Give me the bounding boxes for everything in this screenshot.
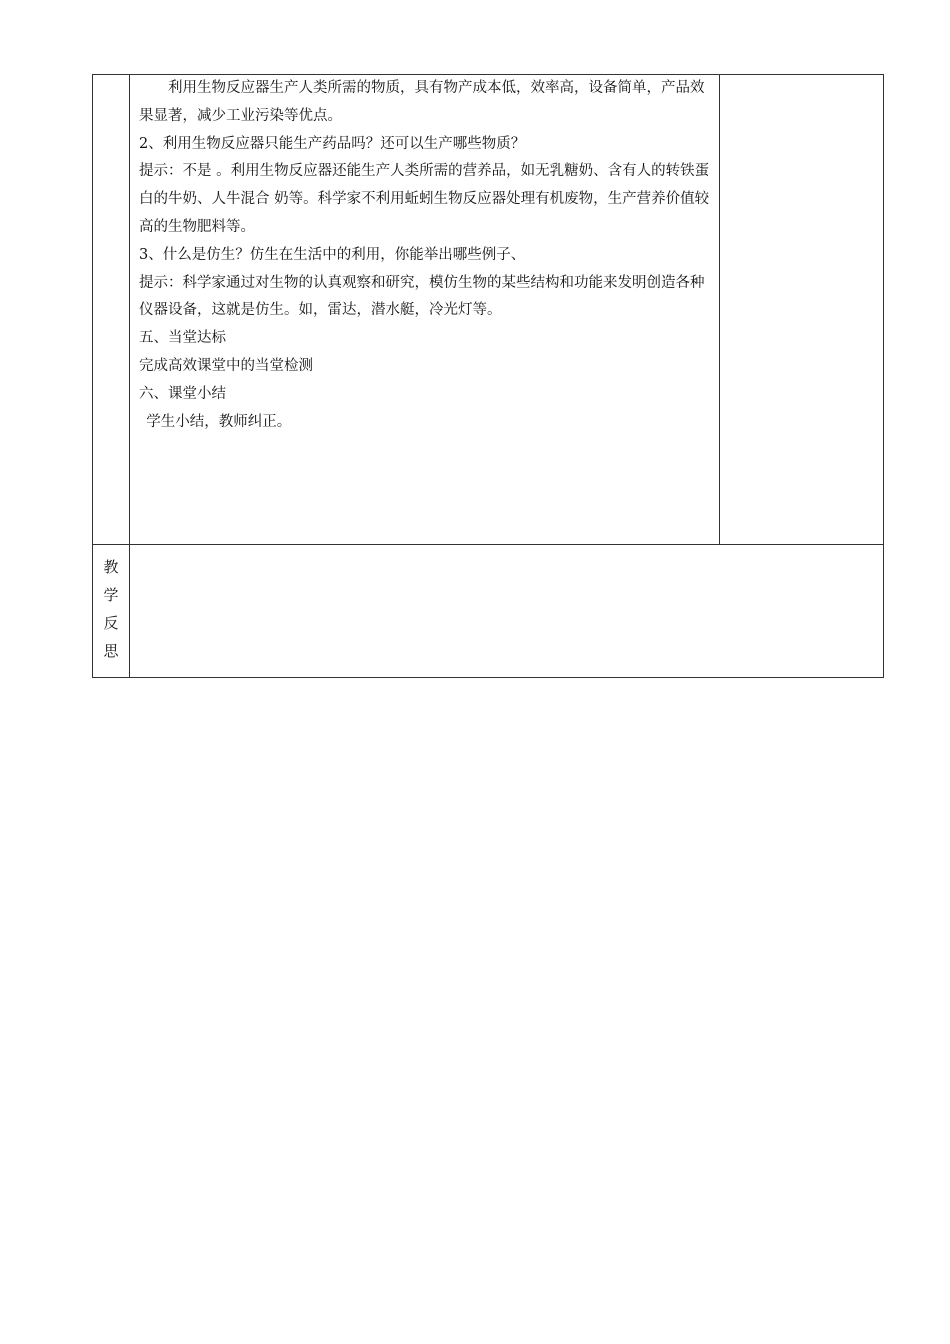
teaching-reflection-label [93, 553, 129, 665]
section-6-summary: 学生小结，教师纠正。 [146, 413, 292, 430]
section-5-task: 完成高效课堂中的当堂检测 [139, 357, 313, 374]
reflection-char: 反 [103, 614, 119, 632]
reflection-char: 教 [103, 558, 119, 576]
column-divider-left [129, 75, 130, 678]
hint-2: 提示：不是 。利用生物反应器还能生产人类所需的营养品，如无乳糖奶、含有人的转铁蛋白的牛奶、人牛混合 奶等。科学家不利用蚯蚓生物反应器处理有机废物，生产营养价值较高的生物肥料等。 [139, 163, 710, 235]
reflection-char: 思 [103, 642, 119, 660]
lesson-table [92, 74, 884, 678]
row-divider [93, 544, 884, 545]
reflection-char: 学 [103, 586, 119, 604]
column-divider-right [719, 75, 720, 544]
hint-3: 提示：科学家通过对生物的认真观察和研究，模仿生物的某些结构和功能来发明创造各种仪器设备，这就是仿生。如，雷达，潜水艇，冷光灯等。 [139, 274, 705, 319]
section-5-heading: 五、当堂达标 [139, 330, 226, 347]
paragraph-bioreactor-advantages: 利用生物反应器生产人类所需的物质，具有物产成本低，效率高，设备简单，产品效果显著，减少工业污染等优点。 [139, 80, 705, 124]
section-6-heading: 六、课堂小结 [139, 385, 226, 402]
question-3: 3、什么是仿生？仿生在生活中的利用，你能举出哪些例子、 [139, 246, 526, 263]
question-2: 2、利用生物反应器只能生产药品吗？还可以生产哪些物质？ [139, 135, 526, 152]
lesson-content-cell [139, 75, 713, 436]
